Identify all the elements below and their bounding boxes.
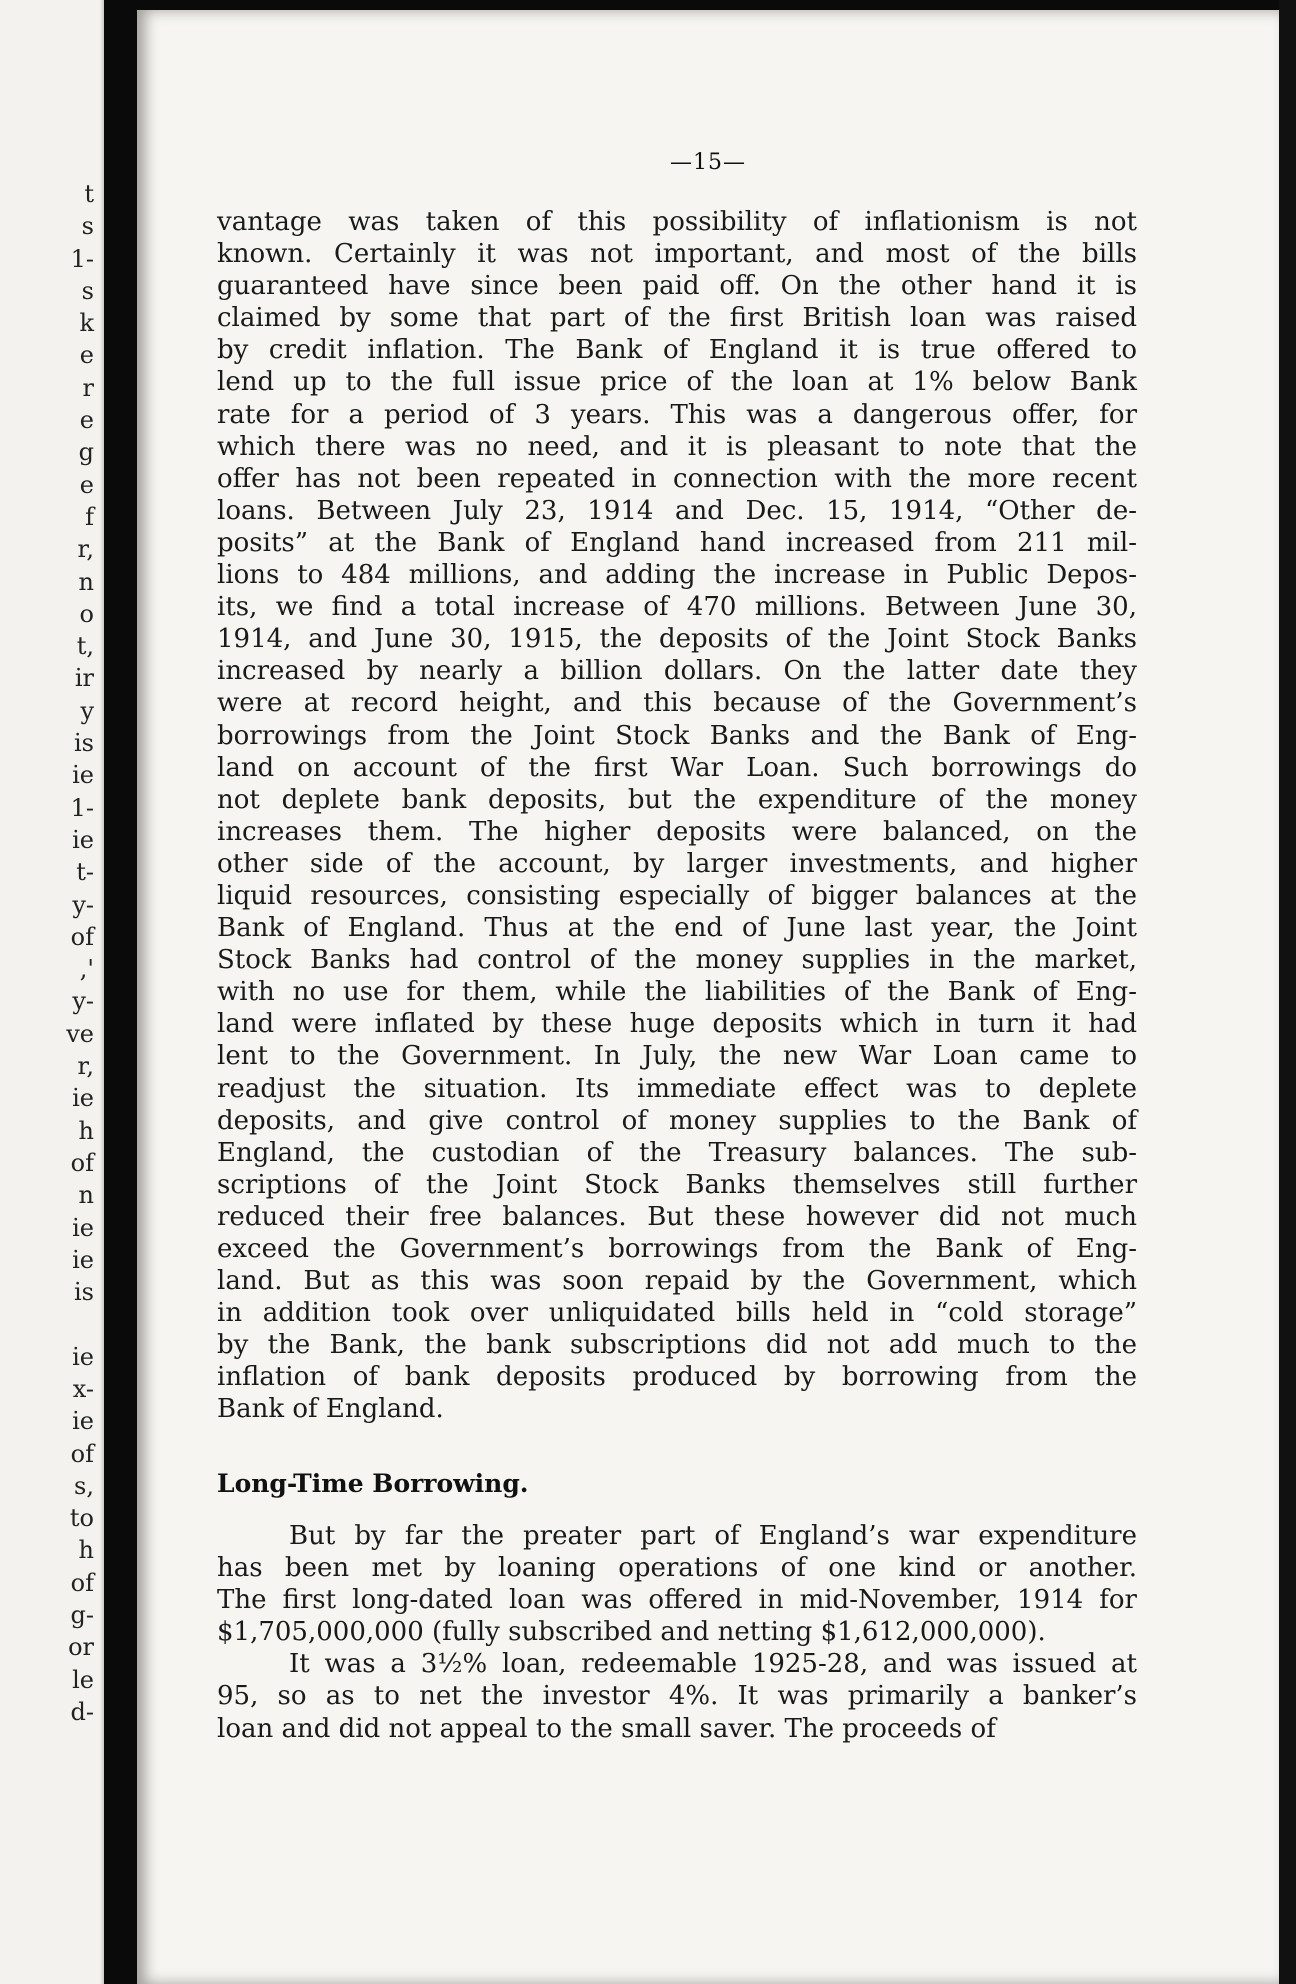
facing-page-fragment: ie — [72, 1342, 94, 1371]
text-line: posits” at the Bank of England hand increased from 211 mil- — [217, 527, 1137, 558]
text-line: land were inflated by these huge deposits which in turn it had — [217, 1009, 1137, 1040]
text-line: land on account of the first War Loan. Such borrowings do — [217, 752, 1137, 783]
facing-page-fragment: f — [85, 502, 94, 531]
text-line: increases them. The higher deposits were balanced, on the — [217, 816, 1137, 847]
facing-page-fragment: ie — [72, 1213, 94, 1242]
facing-page-fragment: s — [81, 212, 94, 241]
facing-page-fragment: y- — [72, 987, 94, 1016]
facing-page-fragment: o — [79, 599, 94, 628]
facing-page-fragment: h — [78, 1116, 94, 1145]
facing-page-fragment: 1- — [70, 793, 94, 822]
text-line: deposits, and give control of money supplies to the Bank of — [217, 1105, 1137, 1136]
text-line: Stock Banks had control of the money supplies in the market, — [217, 945, 1137, 976]
facing-page-fragment: e — [79, 406, 94, 435]
text-line: 95, so as to net the investor 4%. It was primarily a banker’s — [217, 1681, 1137, 1712]
facing-page-fragment: t — [84, 180, 94, 208]
facing-page-fragment: h — [78, 1536, 94, 1565]
facing-page-fragment: y- — [72, 890, 94, 919]
facing-page-fragment: s, — [74, 1471, 94, 1500]
scan-border — [1279, 0, 1296, 1984]
text-line: readjust the situation. Its immediate effect was to deplete — [217, 1073, 1137, 1104]
page-number: —15— — [670, 150, 746, 175]
text-line: But by far the preater part of England’s war expenditure — [289, 1521, 1137, 1551]
text-line: has been met by loaning operations of one kind or another. — [217, 1553, 1137, 1584]
facing-page-fragment: of — [70, 1568, 94, 1597]
paragraph-1 — [217, 206, 1137, 1426]
text-line: loans. Between July 23, 1914 and Dec. 15, 1914, “Other de- — [217, 495, 1137, 526]
facing-page-fragment: t, — [76, 632, 94, 661]
text-line: with no use for them, while the liabilities of the Bank of Eng- — [217, 977, 1137, 1008]
text-line: exceed the Government’s borrowings from the Bank of Eng- — [217, 1234, 1137, 1264]
facing-page-fragment: r — [82, 373, 94, 402]
facing-page-fragment: r, — [77, 535, 94, 564]
text-line: Bank of England. — [217, 1394, 444, 1425]
text-line: scriptions of the Joint Stock Banks themselves still further — [217, 1169, 1137, 1200]
text-line: its, we find a total increase of 470 millions. Between June 30, — [217, 592, 1137, 623]
facing-page-fragment: ie — [72, 761, 94, 790]
text-line: which there was no need, and it is pleasant to note that the — [217, 431, 1137, 462]
facing-page-fragment: s — [81, 276, 94, 305]
text-line: lent to the Government. In July, the new War Loan came to — [217, 1041, 1137, 1072]
facing-page-fragment: n — [78, 1181, 94, 1210]
paragraph-2 — [217, 1520, 1137, 1745]
facing-page-fragment: to — [69, 1504, 94, 1533]
facing-page-fragment: ir — [74, 664, 94, 693]
facing-page-text-fragments — [0, 178, 100, 1728]
text-line: $1,705,000,000 (fully subscribed and netting $1,612,000,000). — [217, 1617, 1046, 1648]
facing-page-fragment: e — [79, 470, 94, 499]
facing-page-fragment: is — [74, 1278, 94, 1307]
text-line: claimed by some that part of the first British loan was raised — [217, 303, 1137, 334]
text-line: It was a 3½% loan, redeemable 1925-28, and was issued at — [289, 1649, 1137, 1680]
facing-page-fragment: r, — [77, 1052, 94, 1081]
text-line: by credit inflation. The Bank of England it is true offered to — [217, 335, 1137, 366]
facing-page-fragment: ie — [72, 825, 94, 854]
text-line: borrowings from the Joint Stock Banks and the Bank of Eng- — [217, 720, 1137, 751]
text-line: England, the custodian of the Treasury balances. The sub- — [217, 1137, 1137, 1168]
text-line: in addition took over unliquidated bills held in “cold storage” — [217, 1298, 1137, 1329]
facing-page-fragment: ie — [72, 1245, 94, 1274]
facing-page-fragment: ie — [72, 1084, 94, 1113]
facing-page-fragment: n — [78, 567, 94, 596]
facing-page-fragment: g- — [70, 1601, 94, 1630]
text-line: guaranteed have since been paid off. On the other hand it is — [217, 271, 1137, 302]
text-line: liquid resources, consisting especially of bigger balances at the — [217, 880, 1137, 911]
facing-page-fragment: y — [80, 696, 94, 725]
facing-page-fragment: ie — [72, 1407, 94, 1436]
facing-page-fragment: ,' — [79, 955, 94, 984]
text-line: lions to 484 millions, and adding the increase in Public Depos- — [217, 560, 1137, 591]
facing-page-edge — [0, 0, 104, 1984]
facing-page-fragment: 1- — [70, 244, 94, 273]
facing-page-fragment: g — [78, 438, 94, 467]
text-line: Bank of England. Thus at the end of June last year, the Joint — [217, 913, 1137, 944]
text-line: 1914, and June 30, 1915, the deposits of the Joint Stock Banks — [217, 624, 1137, 655]
text-line: The first long-dated loan was offered in mid-November, 1914 for — [217, 1585, 1137, 1616]
text-line: lend up to the full issue price of the loan at 1% below Bank — [217, 367, 1137, 398]
facing-page-fragment: x- — [72, 1374, 94, 1403]
text-line: inflation of bank deposits produced by borrowing from the — [217, 1362, 1137, 1393]
text-line: other side of the account, by larger investments, and higher — [217, 848, 1137, 879]
text-line: not deplete bank deposits, but the expenditure of the money — [217, 784, 1137, 815]
facing-page-fragment: of — [70, 922, 94, 951]
text-line: loan and did not appeal to the small saver. The proceeds of — [217, 1713, 996, 1744]
text-line: known. Certainly it was not important, and most of the bills — [217, 239, 1137, 270]
book-page — [137, 10, 1279, 1984]
text-line: offer has not been repeated in connection with the more recent — [217, 463, 1137, 494]
facing-page-fragment: of — [70, 1148, 94, 1177]
facing-page-fragment: ve — [66, 1019, 94, 1048]
facing-page-fragment: is — [74, 729, 94, 758]
text-line: by the Bank, the bank subscriptions did not add much to the — [217, 1330, 1137, 1361]
facing-page-fragment: e — [79, 341, 94, 370]
facing-page-fragment: t- — [76, 858, 94, 887]
facing-page-fragment: or — [68, 1633, 94, 1662]
text-line: vantage was taken of this possibility of inflationism is not — [217, 207, 1137, 237]
text-line: reduced their free balances. But these however did not much — [217, 1201, 1137, 1232]
book-gutter — [100, 0, 104, 1984]
facing-page-fragment — [0, 1308, 94, 1340]
facing-page-fragment: d- — [70, 1697, 94, 1726]
facing-page-fragment: le — [72, 1665, 94, 1694]
text-line: increased by nearly a billion dollars. On the latter date they — [217, 656, 1137, 687]
text-line: rate for a period of 3 years. This was a dangerous offer, for — [217, 399, 1137, 430]
facing-page-fragment: k — [79, 309, 94, 338]
text-line: were at record height, and this because of the Government’s — [217, 688, 1137, 719]
text-line: land. But as this was soon repaid by the Government, which — [217, 1266, 1137, 1297]
facing-page-fragment: of — [70, 1439, 94, 1468]
section-heading: Long-Time Borrowing. — [217, 1469, 529, 1498]
